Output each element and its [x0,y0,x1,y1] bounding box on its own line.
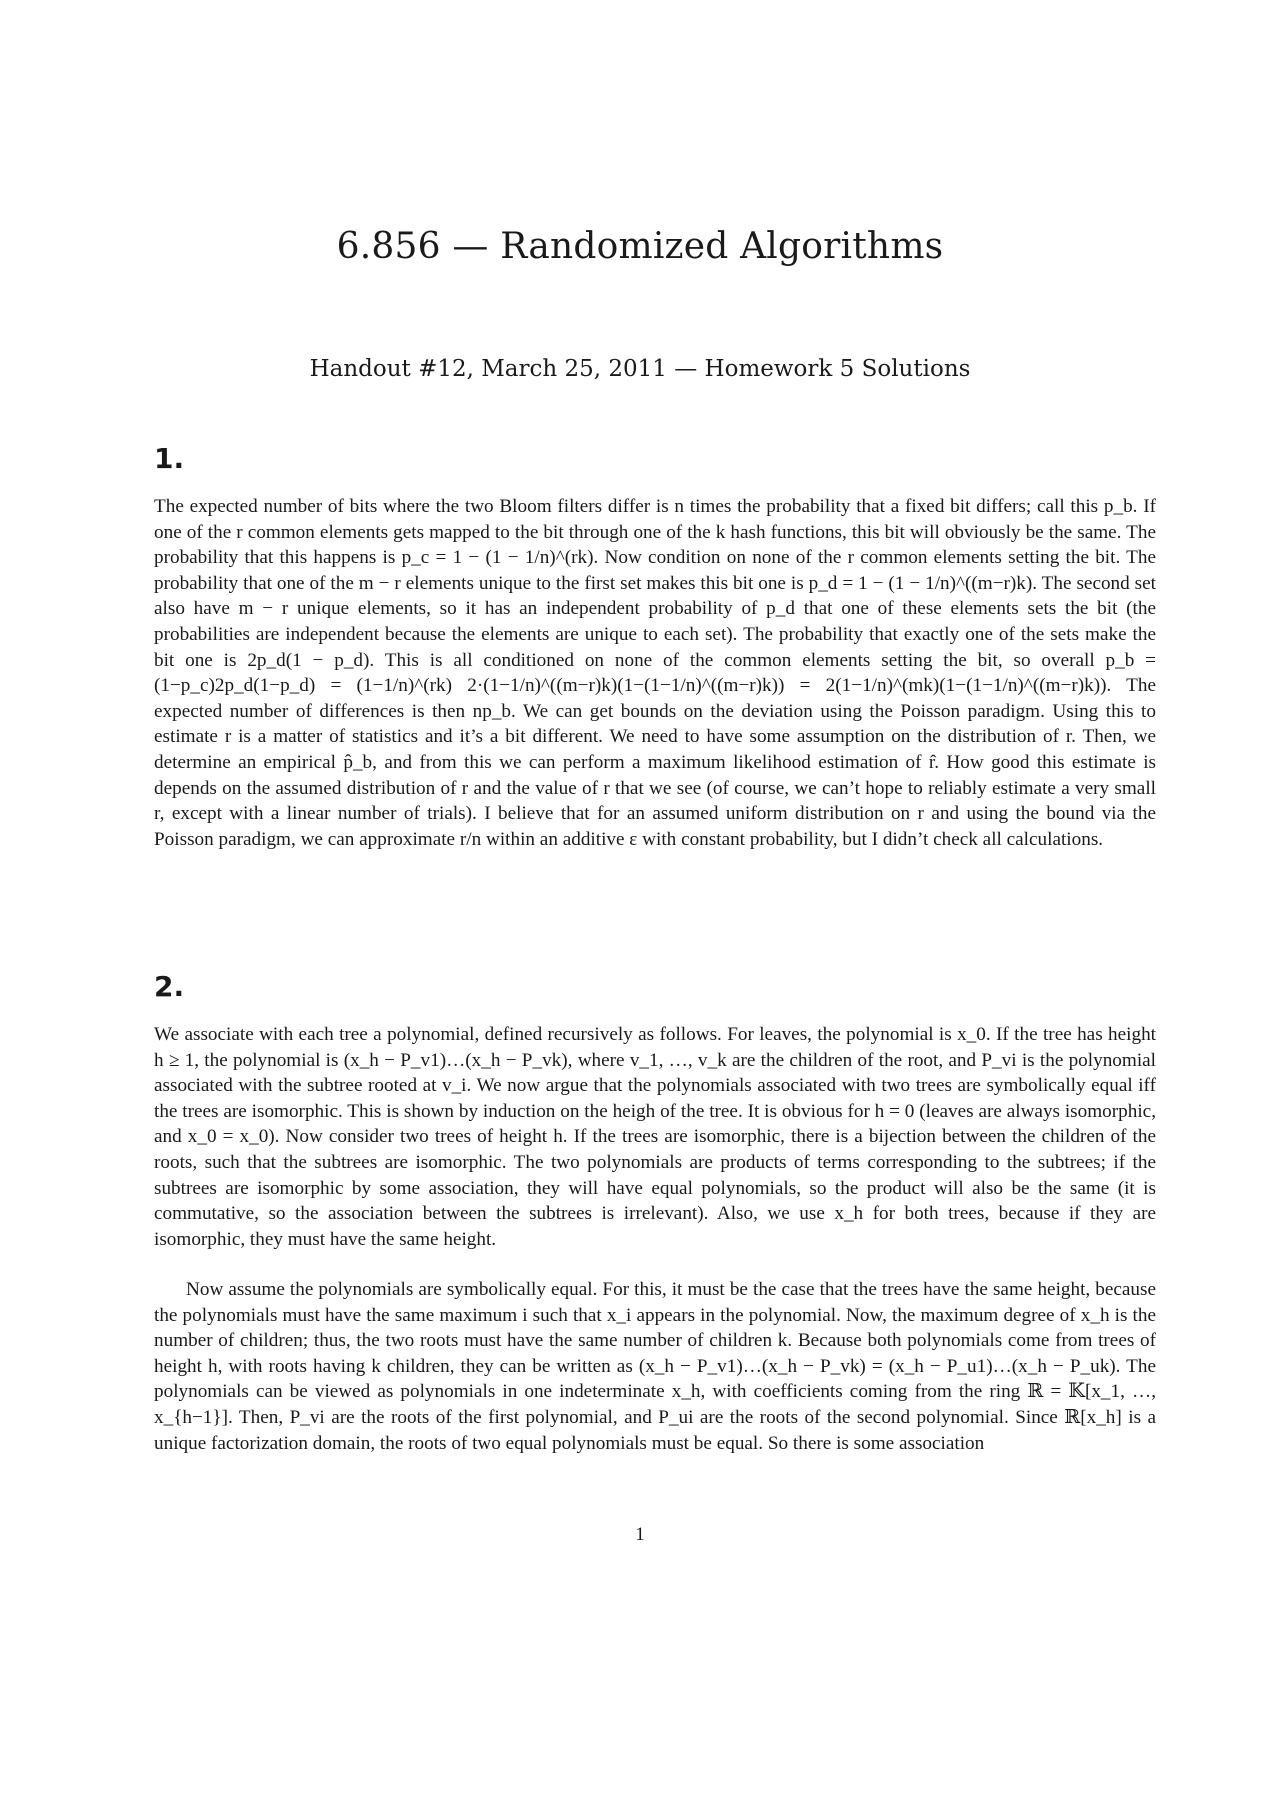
section-heading-1: 1. [154,442,185,475]
page-title: 6.856 — Randomized Algorithms [336,226,944,267]
page-subtitle: Handout #12, March 25, 2011 — Homework 5 Solutions [309,356,971,382]
page-number: 1 [635,1524,645,1545]
section-1-paragraph: The expected number of bits where the two Bloom filters differ is n times the probability that a fixed bit differs; call this p_b. If one of the r common elements gets mapped to the bit through one of the k hash functions, this bit will obviously be the same. The probability that this happens is p_c = 1 − (1 − 1/n)^(rk). Now condition on none of the r common elements setting the bit. The probability that one of the m − r elements unique to the first set makes this bit one is p_d = 1 − (1 − 1/n)^((m−r)k). The second set also have m − r unique elements, so it has an independent probability of p_d that one of these elements sets the bit (the probabilities are independent because the elements are unique to each set). The probability that exactly one of the sets make the bit one is 2p_d(1 − p_d). This is all conditioned on none of the common elements setting the bit, so overall p_b = (1−p_c)2p_d(1−p_d) = (1−1/n)^(rk) 2·(1−1/n)^((m−r)k)(1−(1−1/n)^((m−r)k)) = 2(1−1/n)^(mk)(1−(1−1/n)^((m−r)k)). The expected number of differences is then np_b. We can get bounds on the deviation using the Poisson paradigm. Using this to estimate r is a matter of statistics and it’s a bit different. We need to have some assumption on the distribution of r. Then, we determine an empirical p̂_b, and from this we can perform a maximum likelihood estimation of r̂. How good this estimate is depends on the assumed distribution of r and the value of r that we see (of course, we can’t hope to reliably estimate a very small r, except with a linear number of trials). I believe that for an assumed uniform distribution on r and using the bound via the Poisson paradigm, we can approximate r/n within an additive ε with constant probability, but I didn’t check all calculations. [154,496,1156,850]
section-2-paragraph-2: Now assume the polynomials are symbolically equal. For this, it must be the case that the trees have the same height, because the polynomials must have the same maximum i such that x_i appears in the polynomial. Now, the maximum degree of x_h is the number of children; thus, the two roots must have the same number of children k. Because both polynomials come from trees of height h, with roots having k children, they can be written as (x_h − P_v1)…(x_h − P_vk) = (x_h − P_u1)…(x_h − P_uk). The polynomials can be viewed as polynomials in one indeterminate x_h, with coefficients coming from the ring ℝ = 𝕂[x_1, …, x_{h−1}]. Then, P_vi are the roots of the first polynomial, and P_ui are the roots of the second polynomial. Since ℝ[x_h] is a unique factorization domain, the roots of two equal polynomials must be equal. So there is some association [154,1279,1156,1454]
section-2-paragraph-1: We associate with each tree a polynomial, defined recursively as follows. For leaves, the polynomial is x_0. If the tree has height h ≥ 1, the polynomial is (x_h − P_v1)…(x_h − P_vk), where v_1, …, v_k are the children of the root, and P_vi is the polynomial associated with the subtree rooted at v_i. We now argue that the polynomials associated with two trees are symbolically equal iff the trees are isomorphic. This is shown by induction on the heigh of the tree. It is obvious for h = 0 (leaves are always isomorphic, and x_0 = x_0). Now consider two trees of height h. If the trees are isomorphic, there is a bijection between the children of the roots, such that the subtrees are isomorphic. The two polynomials are products of terms corresponding to the subtrees; if the subtrees are isomorphic by some association, they will have equal polynomials, so the product will also be the same (it is commutative, so the association between the subtrees is irrelevant). Also, we use x_h for both trees, because if they are isomorphic, they must have the same height. [154,1024,1156,1250]
section-heading-2: 2. [154,970,185,1003]
